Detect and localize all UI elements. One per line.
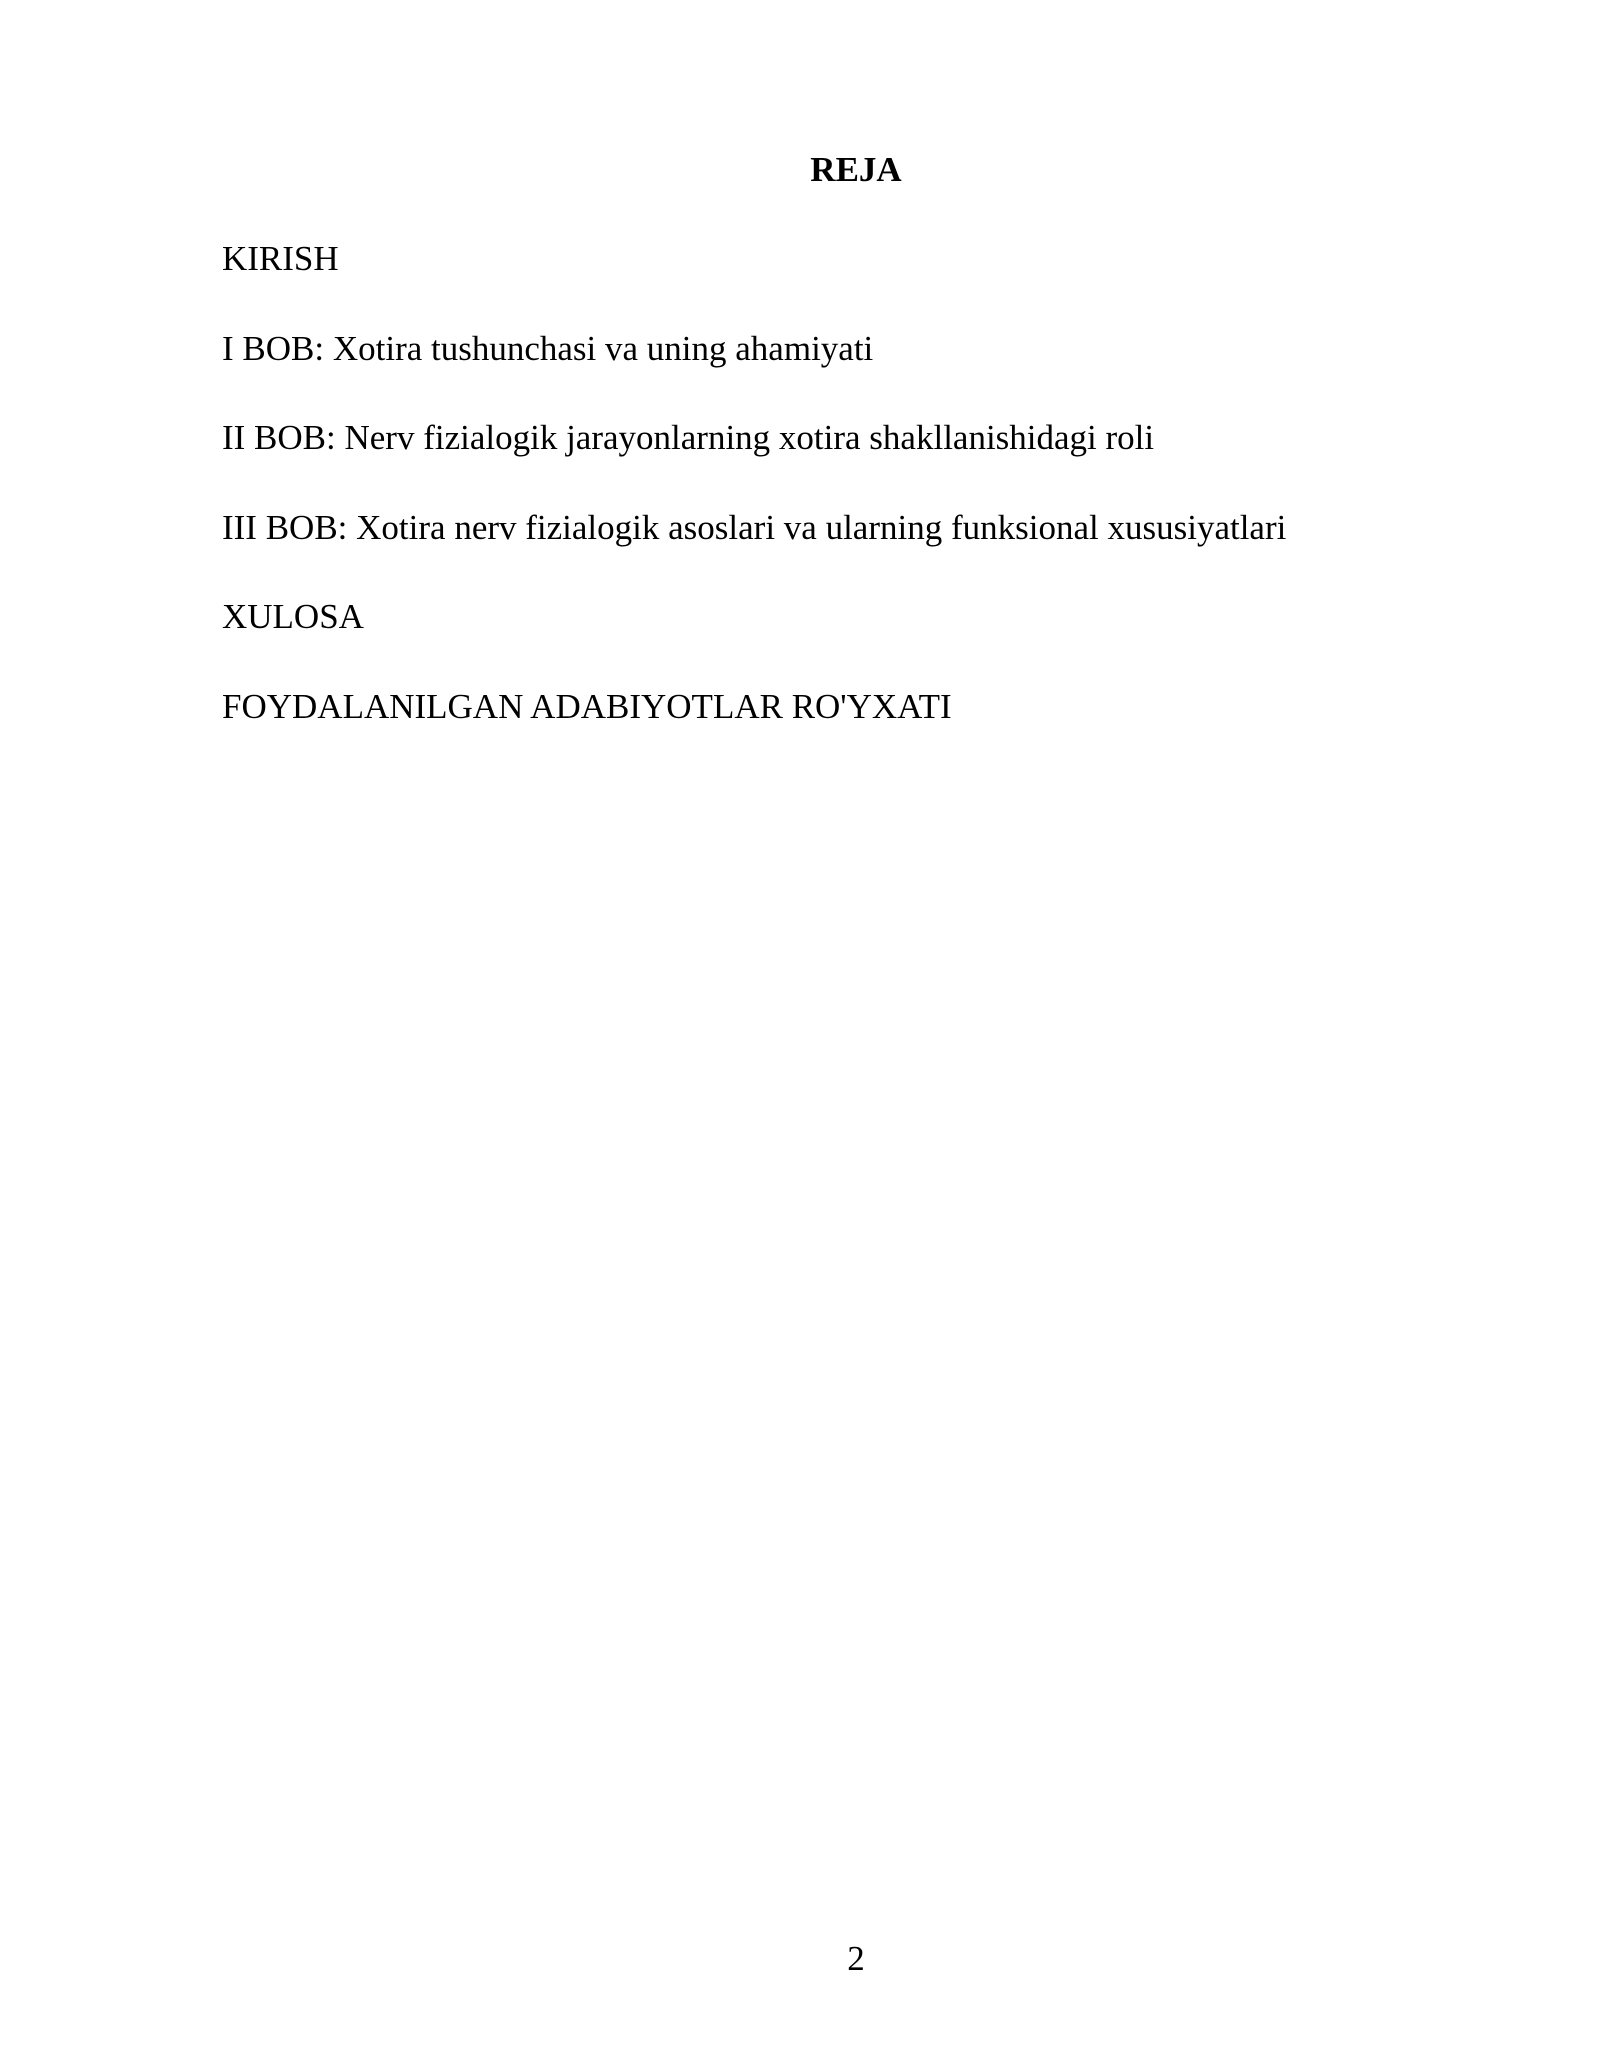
toc-item-chapter-3: III BOB: Xotira nerv fizialogik asoslari va ularning funksional xususiyatlari	[222, 507, 1287, 547]
page-title: REJA	[810, 150, 902, 189]
toc-item-introduction: KIRISH	[222, 239, 339, 278]
toc-item-references: FOYDALANILGAN ADABIYOTLAR RO'YXATI	[222, 686, 952, 726]
table-of-contents	[222, 235, 1522, 772]
toc-item-conclusion: XULOSA	[222, 597, 364, 636]
page-number: 2	[847, 1939, 865, 1978]
toc-item-chapter-2: II BOB: Nerv fizialogik jarayonlarning xotira shakllanishidagi roli	[222, 418, 1155, 457]
toc-item-chapter-1: I BOB: Xotira tushunchasi va uning ahamiyati	[222, 328, 874, 368]
